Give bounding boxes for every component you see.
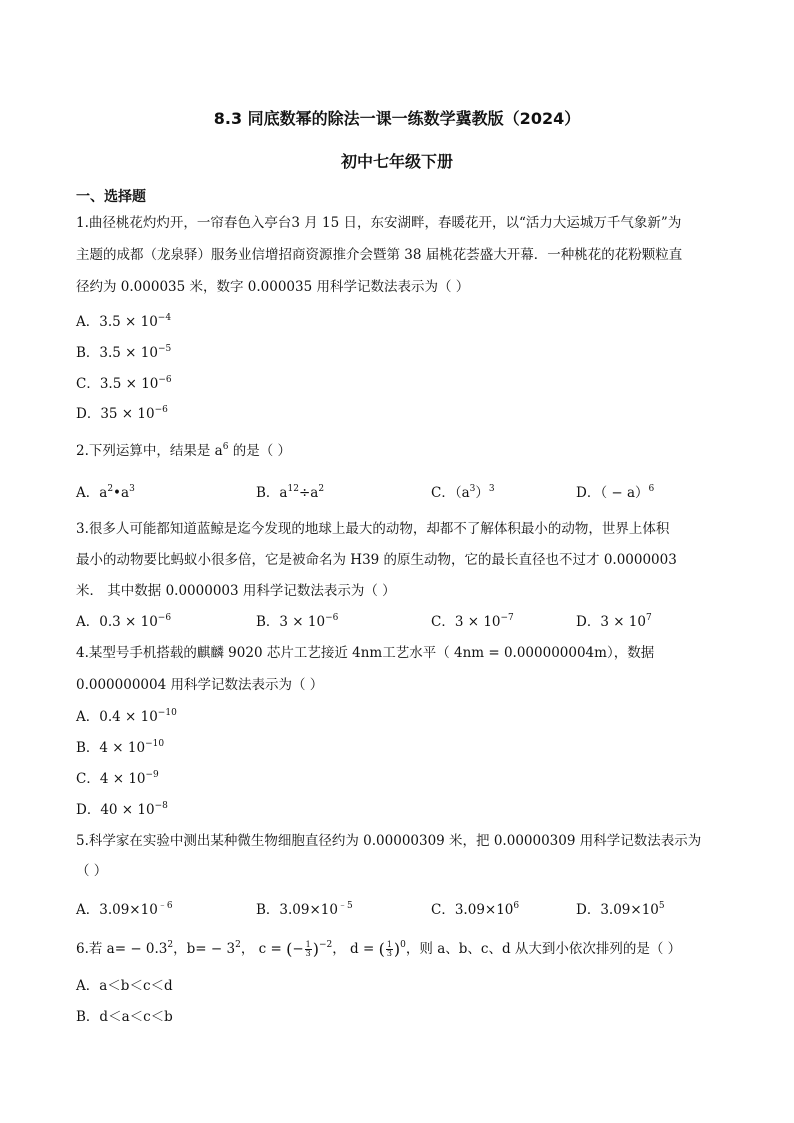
option-d: D．$3.09\times 10^5$ bbox=[576, 901, 665, 918]
option-c: C．$4 \times 10^{-9}$ bbox=[76, 770, 159, 787]
section-heading: 一、选择题 bbox=[76, 189, 146, 205]
option-a: A．$a^2•a^3$ bbox=[76, 484, 135, 501]
question-text: 0.000000004 用科学记数法表示为（ ） bbox=[76, 677, 324, 693]
question-text: 6.若 $a= - 0.3^2$，$b= - 3^2$， c = (− $\frac{1}{3}$ )$^{-2}$， d = ( $\frac{1}{3}$ )$^0$，则 a、b、c、d 从大到小依次排列的是（ ） bbox=[76, 939, 682, 959]
option-a: A．$3.09\times 10^{﹣6}$ bbox=[76, 901, 173, 918]
question-text: 1.曲径桃花灼灼开，一帘春色入亭台3 月 15 日，东安湖畔，春暖花开，以“活力大运城万千气象新”为 bbox=[76, 215, 682, 231]
option-b: B．$3 \times 10^{-6}$ bbox=[256, 613, 339, 630]
question-text: 米． 其中数据 0.0000003 用科学记数法表示为（ ） bbox=[76, 583, 396, 599]
fraction-c: $\frac{1}{3}$ bbox=[305, 940, 311, 958]
option-a: A．$0.4 \times 10^{-10}$ bbox=[76, 708, 177, 725]
question-text: 主题的成都（龙泉驿）服务业信增招商资源推介会暨第 38 届桃花荟盛大开幕．一种桃花的花粉颗粒直 bbox=[76, 247, 683, 263]
option-c: C．$3.09\times 10^6$ bbox=[431, 901, 520, 918]
option-c: C．$3.5 \times 10^{-6}$ bbox=[76, 375, 172, 392]
option-a: A．$0.3 \times 10^{-6}$ bbox=[76, 613, 172, 630]
option-c: C．$(a^3)^3$ bbox=[431, 484, 495, 501]
document-subtitle: 初中七年级下册 bbox=[340, 152, 453, 171]
document-title: 8.3 同底数幂的除法一课一练数学冀教版（2024） bbox=[213, 109, 581, 128]
question-text: 2.下列运算中，结果是 $a^6$ 的是（ ） bbox=[76, 442, 292, 459]
question-text: 4.某型号手机搭载的麒麟 9020 芯片工艺接近 4nm工艺水平（ 4nm = 0.000000004m），数据 bbox=[76, 645, 655, 661]
option-b: B．d＜a＜c＜b bbox=[76, 1009, 173, 1025]
option-d: D．$35 \times 10^{-6}$ bbox=[76, 405, 168, 422]
question-text: 3.很多人可能都知道蓝鲸是迄今发现的地球上最大的动物，却都不了解体积最小的动物，世界上体积 bbox=[76, 521, 670, 537]
option-c: C．$3 \times 10^{-7}$ bbox=[431, 613, 514, 630]
question-text: 5.科学家在实验中测出某种微生物细胞直径约为 0.00000309 米，把 0.00000309 用科学记数法表示为 bbox=[76, 833, 702, 849]
fraction-d: $\frac{1}{3}$ bbox=[386, 940, 392, 958]
option-a: A．a＜b＜c＜d bbox=[76, 978, 173, 994]
option-b: B．$3.5 \times 10^{-5}$ bbox=[76, 344, 172, 361]
question-text: 径约为 0.000035 米，数字 0.000035 用科学记数法表示为（ ） bbox=[76, 279, 470, 295]
option-d: D．$3 \times 10^7$ bbox=[576, 613, 652, 630]
question-text: （ ） bbox=[76, 863, 108, 879]
option-b: B．$a^{12}\div a^2$ bbox=[256, 484, 325, 501]
option-d: D．$40 \times 10^{-8}$ bbox=[76, 801, 168, 818]
question-text: 最小的动物要比蚂蚁小很多倍，它是被命名为 H39 的原生动物，它的最长直径也不过才 0.0000003 bbox=[76, 552, 677, 568]
option-b: B．$4 \times 10^{-10}$ bbox=[76, 739, 165, 756]
option-b: B．$3.09\times 10^{﹣5}$ bbox=[256, 901, 353, 918]
option-a: A．$3.5 \times 10^{-4}$ bbox=[76, 313, 172, 330]
option-d: D．（ − a）$^6$ bbox=[576, 484, 655, 501]
